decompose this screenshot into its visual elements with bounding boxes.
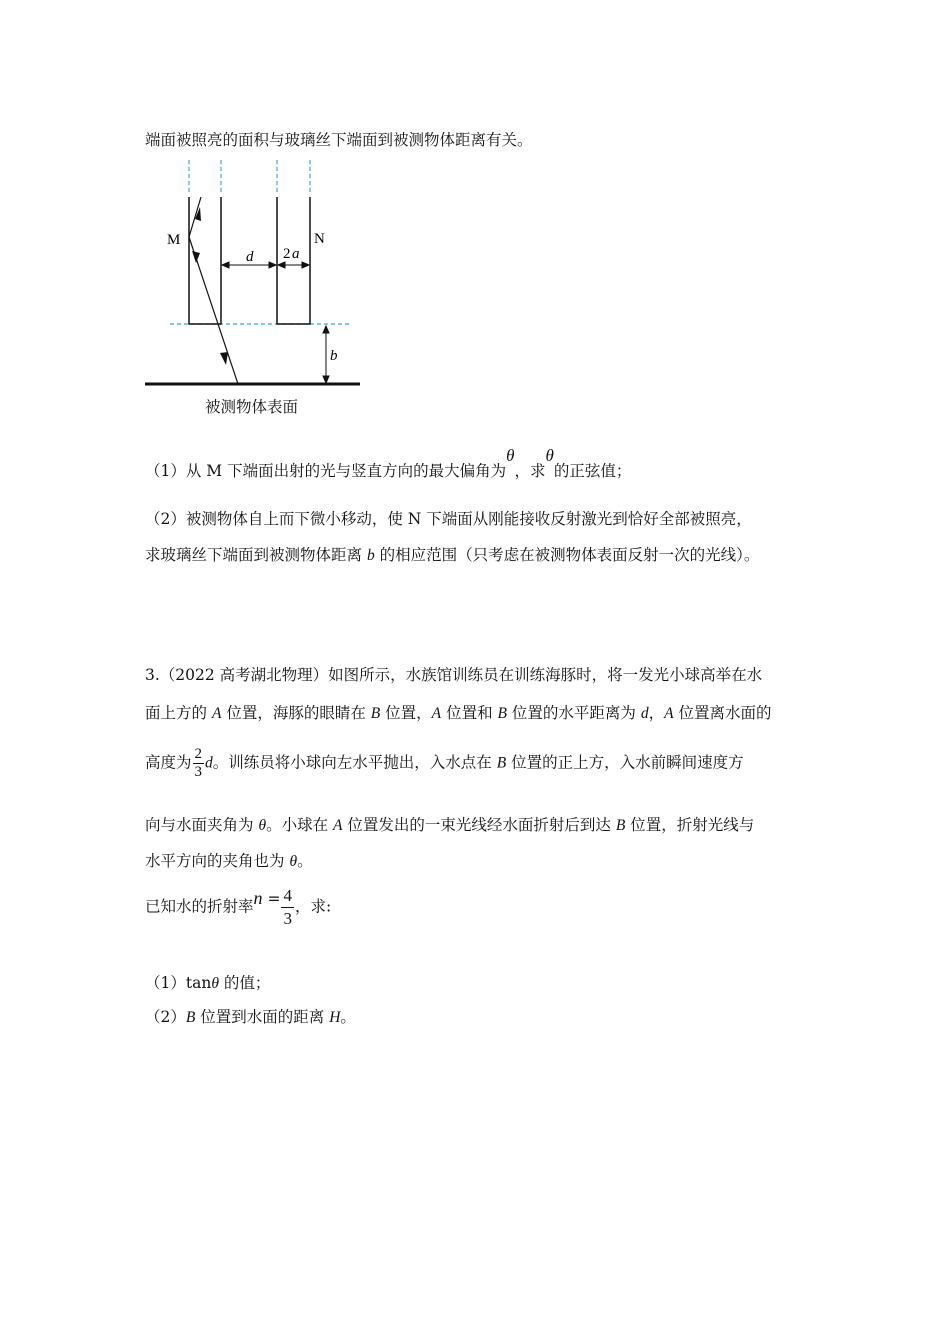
q3-line2: 面上方的 A 位置，海豚的眼睛在 B 位置，A 位置和 B 位置的水平距离为 d，A 位置离水面的 bbox=[145, 704, 772, 722]
q3-line5: 水平方向的夹角也为 θ。 bbox=[145, 852, 313, 870]
label-2: 2 bbox=[283, 246, 291, 262]
fiber-m bbox=[189, 197, 221, 324]
q2-sub2-line2: 求玻璃丝下端面到被测物体距离 b 的相应范围（只考虑在被测物体表面反射一次的光线）。 bbox=[145, 546, 760, 564]
label-b: b bbox=[330, 348, 338, 364]
q2-sub2-line1: （2）被测物体自上而下微小移动，使 N 下端面从刚能接收反射激光到恰好全部被照亮， bbox=[145, 510, 752, 528]
fraction-four-thirds: $\frac{4}{3}$ bbox=[283, 886, 292, 928]
label-n: N bbox=[314, 231, 325, 247]
label-d: d bbox=[246, 249, 254, 265]
q3-line4: 向与水面夹角为 θ。小球在 A 位置发出的一束光线经水面折射后到达 B 位置，折射光线与 bbox=[145, 816, 755, 834]
q3-line6: 已知水的折射率n = $\frac{4}{3}$ ，求: bbox=[145, 886, 332, 928]
figure-caption: 被测物体表面 bbox=[205, 398, 299, 416]
fraction-two-thirds: $\frac{2}{3}$ bbox=[194, 746, 203, 780]
q3-sub1: （1）tanθ 的值； bbox=[145, 974, 271, 992]
q3-sub2: （2）B 位置到水面的距离 H。 bbox=[145, 1008, 356, 1026]
ray-arrow-2 bbox=[192, 251, 200, 263]
q3-line1: 3.（2022 高考湖北物理）如图所示，水族馆训练员在训练海豚时，将一发光小球高举在水 bbox=[145, 666, 763, 684]
label-m: M bbox=[167, 232, 181, 248]
label-a: a bbox=[292, 246, 300, 262]
ray-arrow-3 bbox=[220, 352, 228, 365]
optical-fiber-figure bbox=[140, 155, 380, 420]
q3-line3: 高度为 $\frac{2}{3}$ d。训练员将小球向左水平抛出，入水点在 B 位置的正上方，入水前瞬间速度方 bbox=[145, 746, 744, 780]
q2-sub1: （1）从 M 下端面出射的光与竖直方向的最大偏角为θ，求θ的正弦值； bbox=[145, 446, 632, 480]
intro-text: 端面被照亮的面积与玻璃丝下端面到被测物体距离有关。 bbox=[145, 131, 533, 149]
